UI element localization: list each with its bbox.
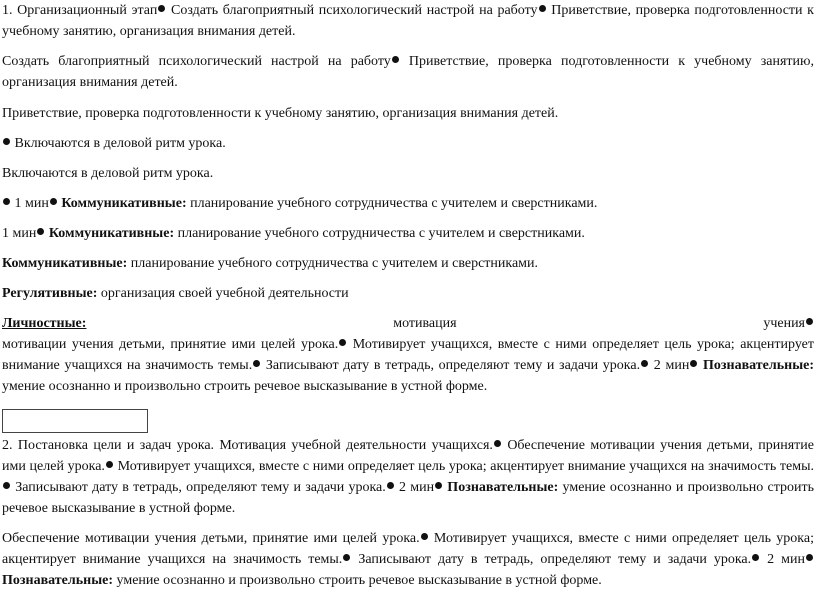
bullet-icon [37, 228, 44, 235]
text: Обеспечение мотивации учения детьми, принятие ими целей урока. [2, 438, 814, 474]
text: Включаются в деловой ритм урока. [11, 136, 226, 151]
bold-label: Познавательные: [2, 573, 114, 588]
bullet-icon [806, 318, 813, 325]
text: Записывают дату в тетрадь, определяют тему и задачи урока. [11, 480, 386, 495]
text: мотивации учения детьми, принятие ими целей урока. [2, 337, 339, 352]
bullet-icon [806, 554, 813, 561]
bullet-icon [387, 482, 394, 489]
bullet-icon [421, 533, 428, 540]
paragraph-5 [2, 163, 814, 184]
paragraph-2 [2, 51, 814, 93]
paragraph-12 [2, 528, 814, 591]
paragraph-7 [2, 223, 814, 244]
text: Приветствие, проверка подготовленности к учебному занятию, организация внимания детей. [2, 3, 814, 39]
text: умение осознанно и произвольно строить речевое высказывание в устной форме. [113, 573, 602, 588]
bold-label: Коммуникативные: [45, 226, 175, 241]
text: планирование учебного сотрудничества с учителем и сверстниками. [174, 226, 585, 241]
bullet-icon [339, 339, 346, 346]
bullet-icon [343, 554, 350, 561]
paragraph-9 [2, 283, 814, 304]
text: 2 мин [649, 358, 690, 373]
empty-table-cell [2, 409, 148, 433]
text: планирование учебного сотрудничества с учителем и сверстниками. [127, 256, 539, 271]
paragraph-11 [2, 435, 814, 519]
bullet-icon [752, 554, 759, 561]
bullet-icon [435, 482, 442, 489]
text: Мотивирует учащихся, вместе с ними определяет цель урока; акцентирует внимание учащихся на значимость темы. [2, 531, 814, 567]
paragraph-1 [2, 0, 814, 42]
text: 1. Организационный этап [2, 3, 158, 18]
text: умение осознанно и произвольно строить речевое высказывание в устной форме. [2, 379, 488, 394]
text: Записывают дату в тетрадь, определяют тему и задачи урока. [261, 358, 641, 373]
paragraph-10-body [2, 334, 814, 397]
bullet-icon [392, 56, 399, 63]
text: мотивация учения [86, 316, 805, 331]
bullet-icon [494, 440, 501, 447]
paragraph-3 [2, 103, 814, 124]
bullet-icon [253, 360, 260, 367]
text: Записывают дату в тетрадь, определяют тему и задачи урока. [351, 552, 752, 567]
paragraph-6 [2, 193, 814, 214]
text: 2. Постановка цели и задач урока. Мотивация учебной деятельности учащихся. [2, 438, 493, 453]
text: Приветствие, проверка подготовленности к учебному занятию, организация внимания детей. [2, 106, 559, 121]
bullet-icon [106, 461, 113, 468]
text: Приветствие, проверка подготовленности к учебному занятию, организация внимания детей. [2, 54, 814, 90]
bold-label: Личностные: [2, 316, 87, 331]
paragraph-10-line-1 [2, 313, 814, 334]
text: организация своей учебной деятельности [97, 286, 349, 301]
bullet-icon [641, 360, 648, 367]
text: планирование учебного сотрудничества с учителем и сверстниками. [186, 196, 598, 211]
bold-label: Познавательные: [698, 358, 814, 373]
bold-label: Познавательные: [443, 480, 559, 495]
bullet-icon [3, 138, 10, 145]
text: 1 мин [2, 226, 37, 241]
bullet-icon [539, 5, 546, 12]
paragraph-8 [2, 253, 814, 274]
document-page [2, 0, 814, 591]
paragraph-4 [2, 133, 814, 154]
bullet-icon [3, 482, 10, 489]
bullet-icon [3, 198, 10, 205]
paragraph-10 [2, 313, 814, 397]
text: умение осознанно и произвольно строить речевое высказывание в устной форме. [2, 480, 814, 516]
text: 1 мин [11, 196, 49, 211]
bold-label: Коммуникативные: [57, 196, 187, 211]
bold-label: Регулятивные: [2, 286, 98, 301]
text: Создать благоприятный психологический настрой на работу [166, 3, 538, 18]
bold-label: Коммуникативные: [2, 256, 128, 271]
text: Мотивирует учащихся, вместе с ними определяет цель урока; акцентирует внимание учащихся на значимость темы. [2, 337, 814, 373]
text: Создать благоприятный психологический настрой на работу [2, 54, 391, 69]
text: Мотивирует учащихся, вместе с ними определяет цель урока; акцентирует внимание учащихся на значимость темы. [113, 459, 815, 474]
text: Обеспечение мотивации учения детьми, принятие ими целей урока. [2, 531, 420, 546]
text: 2 мин [394, 480, 435, 495]
text: Включаются в деловой ритм урока. [2, 166, 214, 181]
bullet-icon [158, 5, 165, 12]
text: 2 мин [760, 552, 805, 567]
bullet-icon [690, 360, 697, 367]
bullet-icon [50, 198, 57, 205]
